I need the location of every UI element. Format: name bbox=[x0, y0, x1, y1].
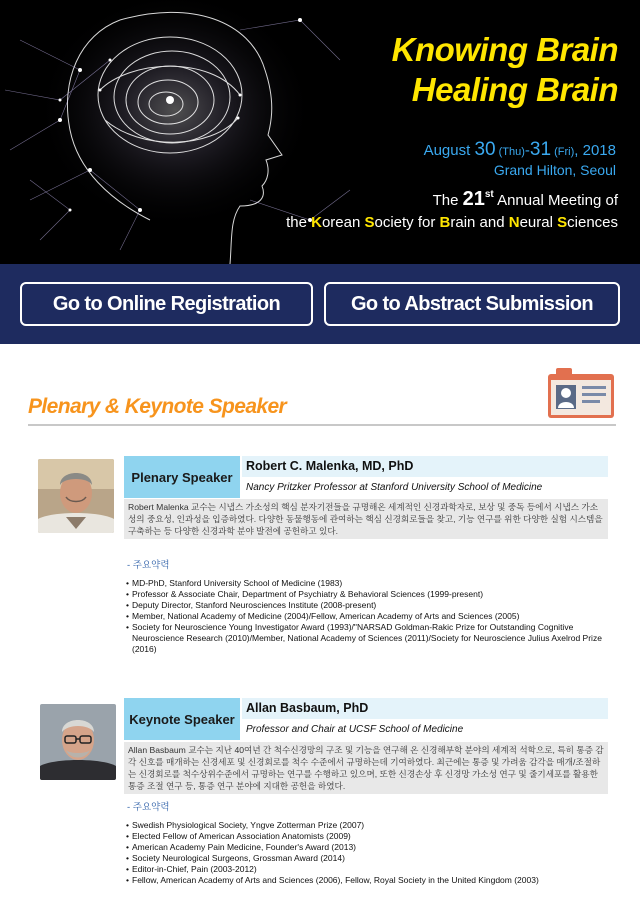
section-divider bbox=[28, 424, 616, 426]
meeting-word-orean: orean bbox=[321, 214, 365, 231]
meeting-number: 21 bbox=[462, 188, 485, 210]
plenary-speaker-header bbox=[240, 456, 608, 498]
meeting-word-eural: eural bbox=[519, 214, 558, 231]
date-dow1: (Thu) bbox=[495, 146, 525, 158]
action-bar bbox=[0, 264, 640, 344]
meeting-line1 bbox=[286, 188, 618, 212]
keynote-career-item: • Editor-in-Chief, Pain (2003-2012) bbox=[126, 864, 610, 875]
meeting-name bbox=[286, 188, 618, 234]
id-card-icon bbox=[548, 368, 614, 418]
keynote-career-label: - 주요약력 bbox=[127, 802, 170, 813]
plenary-speaker-title: Nancy Pritzker Professor at Stanford University School of Medicine bbox=[246, 482, 543, 493]
plenary-career-item: • Deputy Director, Stanford Neurosciences Institute (2008-present) bbox=[126, 600, 610, 611]
meeting-word-ociety: ociety for bbox=[374, 214, 440, 231]
meeting-ordinal: st bbox=[484, 189, 494, 200]
meeting-letter-s1: S bbox=[364, 214, 375, 231]
keynote-speaker-title: Professor and Chair at UCSF School of Medicine bbox=[246, 724, 464, 735]
meeting-the: The bbox=[432, 192, 463, 209]
plenary-speaker-bio: Robert Malenka 교수는 시냅스 가소성의 핵심 분자기전들을 규명해온 세계적인 신경과학자로, 보상 및 중독 등에서 시냅스 가소성의 중요성, 인과성을 입증하였다. 다양한 동물행동에 관여하는 핵심 신경회로들을 찾고, 기능 연구를 위한 다양한 실험 시스템을 구축하는 등 다양한 신경과학 분야 발전에 공헌하고 있다. bbox=[124, 499, 608, 539]
keynote-career-item: • American Academy Pain Medicine, Founder's Award (2013) bbox=[126, 842, 610, 853]
meeting-letter-s2: S bbox=[557, 214, 568, 231]
plenary-speaker-photo bbox=[38, 459, 114, 533]
hero-banner bbox=[0, 0, 640, 264]
meeting-line1-rest: Annual Meeting of bbox=[493, 192, 618, 209]
meeting-line2 bbox=[286, 212, 618, 234]
date-suffix: , 2018 bbox=[574, 142, 616, 159]
meeting-letter-n: N bbox=[508, 214, 520, 231]
section-title: Plenary & Keynote Speaker bbox=[28, 395, 287, 418]
date-prefix: August bbox=[423, 142, 475, 159]
keynote-career-item: • Society Neurological Surgeons, Grossman Award (2014) bbox=[126, 853, 610, 864]
online-registration-button[interactable]: Go to Online Registration bbox=[20, 282, 313, 326]
plenary-career-item: • Professor & Associate Chair, Department of Psychiatry & Behavioral Sciences (1999-present) bbox=[126, 589, 610, 600]
hero-title-line1: Knowing Brain bbox=[391, 31, 618, 68]
meeting-letter-k: K bbox=[311, 214, 322, 231]
event-date bbox=[424, 140, 616, 162]
date-day2: 31 bbox=[529, 139, 552, 160]
plenary-career-list bbox=[126, 578, 610, 655]
meeting-letter-b: B bbox=[439, 214, 451, 231]
keynote-speaker-role: Keynote Speaker bbox=[124, 698, 240, 740]
date-day1: 30 bbox=[474, 139, 496, 160]
keynote-speaker-bio: Allan Basbaum 교수는 지난 40여년 간 척수신경망의 구조 및 기능을 연구해 온 신경해부학 분야의 세계적 석학으로, 특히 통증 감각 신호를 매개하는 신경세포 및 신경회로를 척수 수준에서 규명하는데 기여하였다. 최근에는 통증 및 가려움 감각을 매개/조절하는 신경회로를 척수상위수준에서 규명하는 연구를 수행하고 있으며, 또한 신경손상 후 신경망 가소성 연구 및 줄기세포를 활용한 통증 조절 연구 등, 통증 연구 분야에 지대한 공헌을 하였다. bbox=[124, 742, 608, 794]
keynote-speaker-name: Allan Basbaum, PhD bbox=[246, 701, 369, 715]
keynote-career-item: • Elected Fellow of American Association Anatomists (2009) bbox=[126, 831, 610, 842]
plenary-career-label: - 주요약력 bbox=[127, 560, 170, 571]
meeting-word-rain: rain and bbox=[450, 214, 509, 231]
plenary-speaker-name: Robert C. Malenka, MD, PhD bbox=[246, 459, 414, 473]
event-venue: Grand Hilton, Seoul bbox=[493, 162, 616, 178]
plenary-career-item: • Member, National Academy of Medicine (2004)/Fellow, American Academy of Arts and Sciences (2005) bbox=[126, 611, 610, 622]
hero-title-line2: Healing Brain bbox=[411, 71, 618, 108]
hero-title bbox=[392, 30, 618, 110]
meeting-line2-pre: the bbox=[286, 214, 312, 231]
keynote-speaker-photo bbox=[40, 704, 116, 780]
keynote-career-item: • Swedish Physiological Society, Yngve Zotterman Prize (2007) bbox=[126, 820, 610, 831]
keynote-career-item: • Fellow, American Academy of Arts and Sciences (2006), Fellow, Royal Society in the United Kingdom (2003) bbox=[126, 875, 610, 886]
keynote-career-list bbox=[126, 820, 610, 886]
plenary-career-item: • MD-PhD, Stanford University School of Medicine (1983) bbox=[126, 578, 610, 589]
date-dow2: (Fri) bbox=[551, 146, 575, 158]
date-dash: - bbox=[524, 142, 530, 159]
plenary-career-item: • Society for Neuroscience Young Investigator Award (1993)/"NARSAD Goldman-Rakic Prize for Outstanding Cognitive Neuroscience Research (2010)/Member, National Academy of Sciences (2011)/Society for Neuroscience Julius Axelrod Prize (2016) bbox=[126, 622, 610, 655]
keynote-speaker-header bbox=[240, 698, 608, 740]
meeting-word-ciences: ciences bbox=[567, 214, 618, 231]
abstract-submission-button[interactable]: Go to Abstract Submission bbox=[324, 282, 620, 326]
plenary-speaker-role: Plenary Speaker bbox=[124, 456, 240, 498]
